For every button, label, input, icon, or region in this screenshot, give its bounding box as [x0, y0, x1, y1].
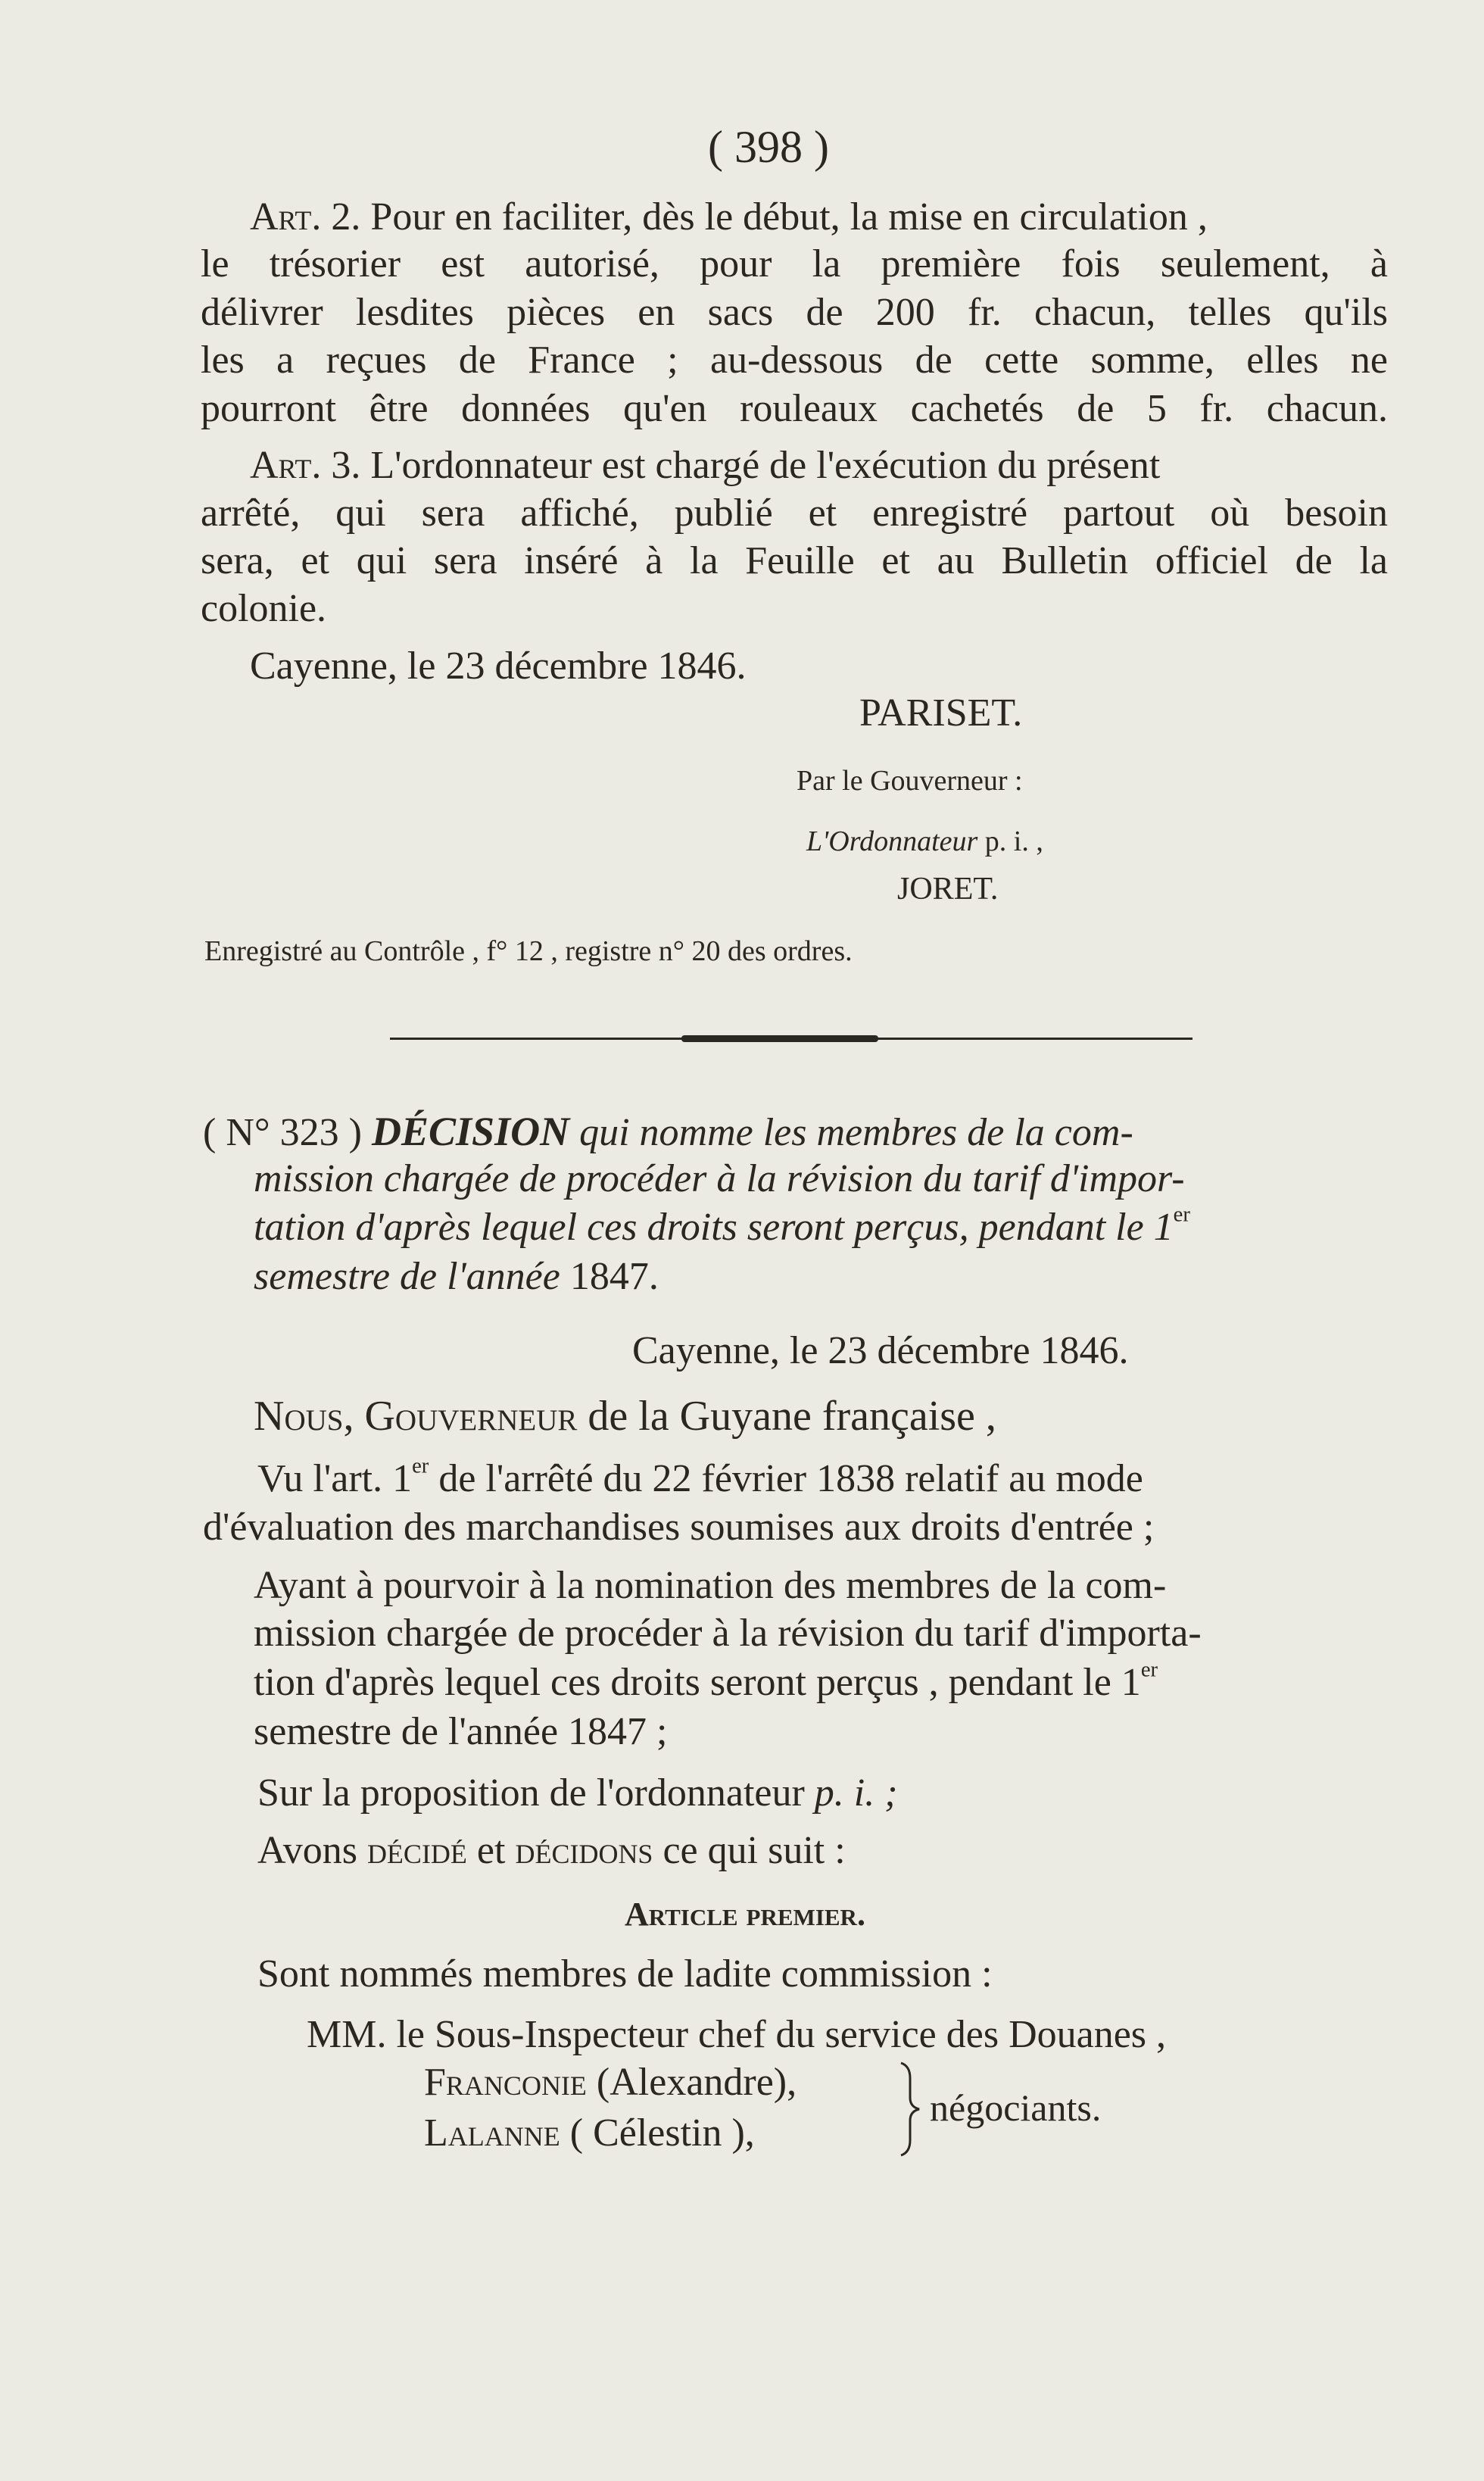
decision-line-4	[254, 1253, 659, 1301]
sur-la-italic: p. i. ;	[814, 1771, 898, 1815]
franconie-name: Franconie	[424, 2061, 587, 2104]
sont-nommes-line: Sont nommés membres de ladite commission :	[257, 1952, 993, 1996]
art2-line-4: les a reçues de France ; au-dessous de cette somme, elles ne	[201, 339, 1388, 382]
decision-title: DÉCISION	[371, 1109, 570, 1154]
section-divider-center	[681, 1035, 878, 1042]
signature-joret: JORET.	[897, 872, 999, 907]
ayant-line-1: Ayant à pourvoir à la nomination des membres de la com-	[254, 1564, 1167, 1607]
avons-c: ce qui suit :	[653, 1829, 846, 1872]
decision-line-4-text: semestre de l'année	[254, 1255, 560, 1298]
art2-line-5: pourront être données qu'en rouleaux cachetés de 5 fr. chacun.	[201, 387, 1388, 430]
member-brace	[895, 2060, 925, 2158]
date-line: Cayenne, le 23 décembre 1846.	[250, 644, 747, 688]
art2-line-1	[250, 193, 1208, 242]
ayant-line-4: semestre de l'année 1847 ;	[254, 1710, 668, 1753]
ordonnateur-title: L'Ordonnateur	[806, 825, 978, 857]
article-premier-heading: Article premier.	[625, 1896, 865, 1933]
avons-line	[257, 1827, 846, 1875]
vu-line-1-b: de l'arrêté du 22 février 1838 relatif au mode	[429, 1457, 1143, 1500]
art2-line-1-text: Pour en faciliter, dès le début, la mise en circulation ,	[370, 195, 1208, 239]
member-lalanne	[424, 2109, 755, 2158]
vu-line-1	[257, 1455, 1143, 1503]
avons-decidons: décidons	[515, 1829, 653, 1872]
lalanne-name: Lalanne	[424, 2111, 560, 2155]
art2-line-2: le trésorier est autorisé, pour la première fois seulement, à	[201, 242, 1388, 286]
decision-line-3-text: tation d'après lequel ces droits seront perçus, pendant le 1	[254, 1206, 1174, 1249]
ordonnateur-suffix: p. i. ,	[977, 825, 1043, 857]
vu-line-1-sup: er	[412, 1454, 429, 1478]
decision-line-2: mission chargée de procéder à la révision du tarif d'impor-	[254, 1157, 1185, 1200]
avons-a: Avons	[257, 1829, 367, 1872]
ayant-line-3-sup: er	[1140, 1658, 1158, 1682]
art3-line-2: arrêté, qui sera affiché, publié et enregistré partout où besoin	[201, 492, 1388, 535]
nous-line-rest: de la Guyane française ,	[577, 1393, 996, 1440]
decision-line-4-year: 1847.	[560, 1255, 659, 1298]
art3-line-1-text: L'ordonnateur est chargé de l'exécution du présent	[370, 444, 1161, 487]
art3-label: Art. 3.	[250, 444, 361, 487]
avons-b: et	[466, 1829, 516, 1872]
lalanne-given: ( Célestin ),	[560, 2111, 755, 2155]
franconie-given: (Alexandre),	[586, 2061, 797, 2104]
avons-decide: décidé	[366, 1829, 467, 1872]
sur-la-text: Sur la proposition de l'ordonnateur	[257, 1771, 815, 1815]
members-line-1	[307, 2011, 1166, 2059]
sur-la-proposition	[257, 1769, 898, 1818]
ayant-line-3-text: tion d'après lequel ces droits seront perçus , pendant le 1	[254, 1661, 1141, 1704]
decision-line-1	[203, 1107, 1133, 1157]
decision-line-1-rest: qui nomme les membres de la com-	[569, 1111, 1133, 1154]
vu-line-2: d'évaluation des marchandises soumises aux droits d'entrée ;	[203, 1506, 1155, 1549]
decision-line-3	[254, 1203, 1190, 1252]
nous-word: Nous,	[254, 1393, 354, 1440]
nous-line	[254, 1390, 996, 1442]
members-first: le Sous-Inspecteur chef du service des Douanes ,	[386, 2013, 1167, 2056]
art3-line-3: sera, et qui sera inséré à la Feuille et au Bulletin officiel de la	[201, 539, 1388, 582]
page-number: ( 398 )	[708, 122, 829, 172]
ordonnateur-line	[806, 823, 1043, 860]
art2-label: Art. 2.	[250, 195, 361, 239]
decision-number: ( N° 323 )	[203, 1111, 362, 1154]
decision-date: Cayenne, le 23 décembre 1846.	[632, 1329, 1129, 1372]
ayant-line-2: mission chargée de procéder à la révision du tarif d'importa-	[254, 1612, 1202, 1655]
member-role: négociants.	[930, 2086, 1102, 2129]
registration-note: Enregistré au Contrôle , f° 12 , registre n° 20 des ordres.	[204, 935, 853, 967]
vu-line-1-a: Vu l'art. 1	[257, 1457, 413, 1500]
art2-line-3: délivrer lesdites pièces en sacs de 200 fr. chacun, telles qu'ils	[201, 291, 1388, 334]
member-franconie	[424, 2058, 797, 2107]
members-mm: MM.	[307, 2013, 387, 2056]
decision-line-3-sup: er	[1173, 1203, 1190, 1227]
ayant-line-3	[254, 1659, 1158, 1707]
gouverneur-word: Gouverneur	[364, 1393, 578, 1440]
par-le-gouverneur: Par le Gouverneur :	[797, 765, 1023, 797]
signature-pariset: PARISET.	[859, 691, 1023, 735]
art3-line-4: colonie.	[201, 587, 327, 630]
art3-line-1	[250, 442, 1160, 490]
